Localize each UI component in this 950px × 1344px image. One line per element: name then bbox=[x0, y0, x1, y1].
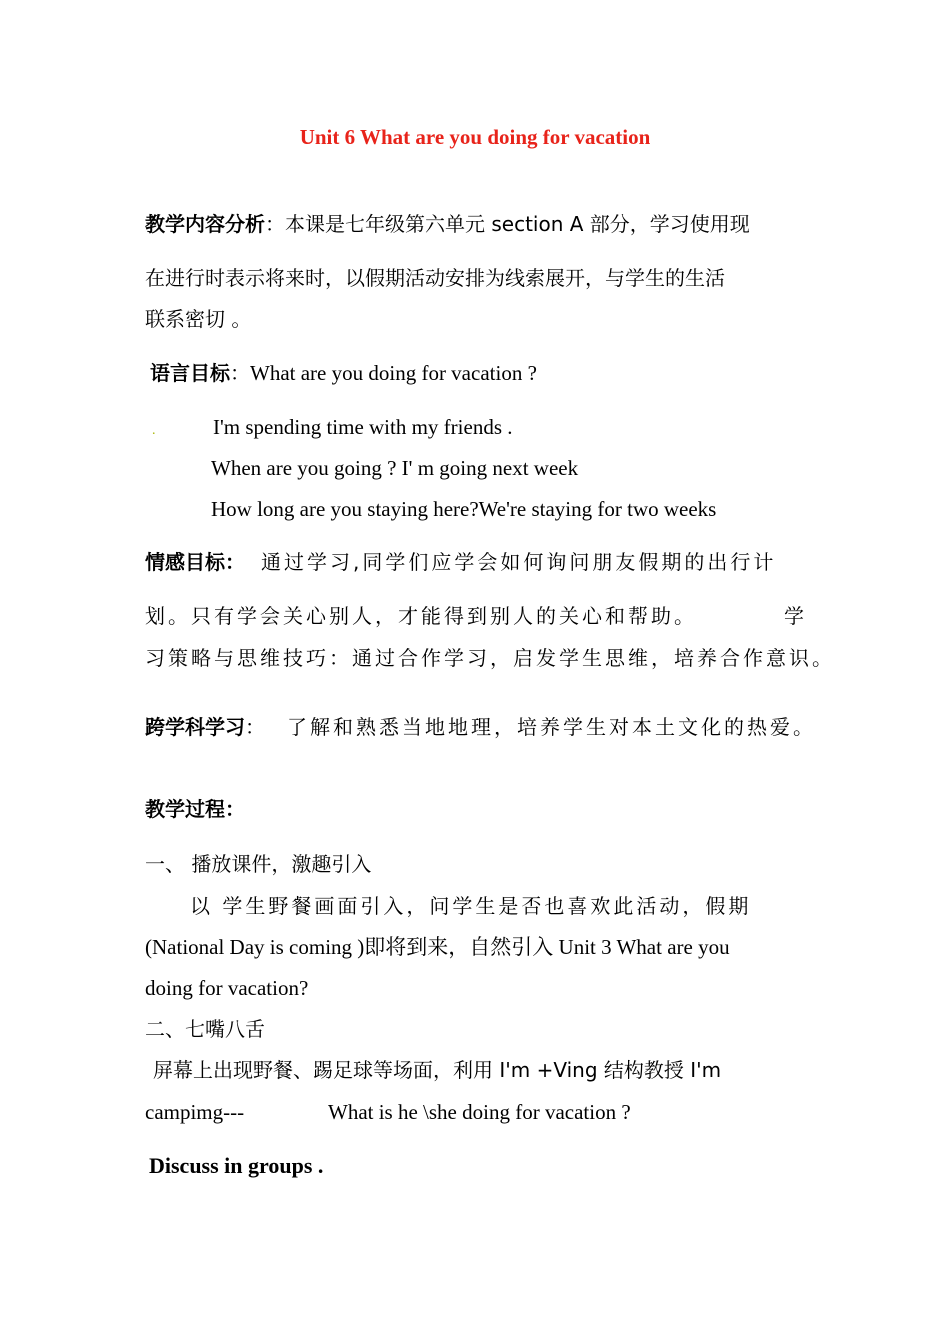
process-step-1-text-3: doing for vacation? bbox=[145, 976, 309, 1000]
cross-colon: ： bbox=[245, 715, 265, 739]
language-text: What are you doing for vacation ? bbox=[250, 361, 537, 385]
process-step-2: 二、七嘴八舌 bbox=[145, 1017, 265, 1041]
language-example-3: How long are you staying here?We're staying for two weeks bbox=[211, 497, 717, 521]
process-step-2-text-2b: What is he \she doing for vacation ? bbox=[328, 1100, 631, 1124]
language-example-2: When are you going ? I' m going next week bbox=[211, 456, 579, 480]
page-title: Unit 6 What are you doing for vacation bbox=[299, 125, 651, 149]
analysis-line-1 bbox=[145, 211, 750, 237]
analysis-colon: ： bbox=[265, 212, 285, 236]
emotion-line-2-end: 学 bbox=[784, 604, 804, 628]
marker-dot-icon: . bbox=[152, 423, 156, 438]
language-goal-line bbox=[150, 360, 537, 386]
process-step-1-text-2: (National Day is coming )即将到来，自然引入 Unit 3 What are you bbox=[145, 935, 730, 959]
analysis-label: 教学内容分析 bbox=[145, 212, 265, 236]
process-heading: 教学过程： bbox=[145, 797, 245, 821]
cross-label: 跨学科学习 bbox=[145, 715, 245, 739]
discuss-heading: Discuss in groups . bbox=[149, 1153, 324, 1178]
process-step-1-text-1: 以 学生野餐画面引入，问学生是否也喜欢此活动，假期 bbox=[190, 894, 752, 918]
emotion-label: 情感目标： bbox=[145, 550, 245, 574]
language-colon: ： bbox=[230, 361, 250, 385]
analysis-line-2: 在进行时表示将来时，以假期活动安排为线索展开，与学生的生活 bbox=[145, 266, 725, 290]
analysis-line-3: 联系密切 。 bbox=[145, 307, 252, 331]
process-step-1: 一、 播放课件，激趣引入 bbox=[145, 852, 372, 876]
analysis-text-1: 本课是七年级第六单元 section A 部分，学习使用现 bbox=[285, 212, 750, 236]
cross-text: 了解和熟悉当地地理，培养学生对本土文化的热爱。 bbox=[287, 715, 816, 739]
cross-subject-line bbox=[145, 714, 816, 740]
language-label: 语言目标 bbox=[150, 361, 230, 385]
process-step-2-text-2a: campimg--- bbox=[145, 1100, 245, 1124]
emotion-text-1: 通过学习,同学们应学会如何询问朋友假期的出行计 bbox=[261, 550, 777, 574]
emotion-line-2: 划。只有学会关心别人，才能得到别人的关心和帮助。 bbox=[145, 604, 697, 628]
emotion-line-1 bbox=[145, 549, 776, 575]
emotion-line-3: 习策略与思维技巧：通过合作学习，启发学生思维，培养合作意识。 bbox=[145, 646, 835, 670]
process-step-2-text-1: 屏幕上出现野餐、踢足球等场面，利用 I'm +Ving 结构教授 I'm bbox=[153, 1058, 722, 1082]
language-example-1: I'm spending time with my friends . bbox=[213, 415, 513, 439]
